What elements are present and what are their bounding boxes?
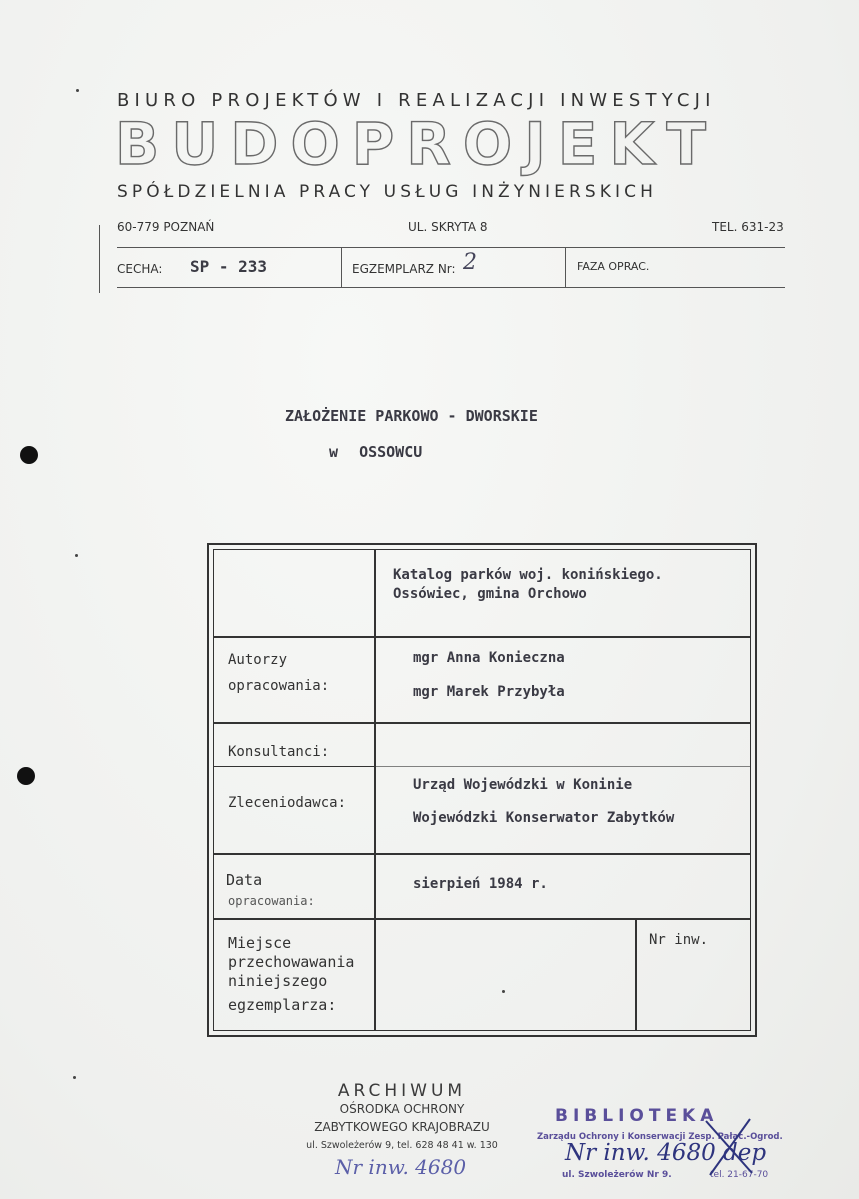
binder-hole-top [20,446,38,464]
letterhead-top-line: BIURO PROJEKTÓW I REALIZACJI INWESTYCJI [117,90,716,111]
archive-stamp-title: ARCHIWUM [337,1081,467,1101]
storage-label-3: niniejszego [228,972,328,990]
table-inv-divider [635,918,637,1031]
library-stamp-phone: tel. 21-67-70 [710,1170,769,1180]
consultants-label: Konsultanci: [228,744,330,760]
document-location [329,443,422,461]
client-2: Wojewódzki Konserwator Zabytków [413,810,675,826]
letterhead-left-rule [99,225,100,293]
speck [75,554,78,557]
library-stamp-line-3: ul. Szwoleżerów Nr 9. [562,1170,672,1180]
street-address: UL. SKRYTA 8 [408,220,488,234]
letterhead-rule-bottom [117,287,785,288]
location-prefix: w [329,443,339,461]
author-1: mgr Anna Konieczna [413,650,565,666]
archive-handwritten-inventory: Nr inw. 4680 [335,1155,467,1179]
handwritten-cross-mark [700,1113,760,1183]
location-place: OSSOWCU [359,443,423,461]
letterhead-separator [565,247,566,287]
archive-stamp-line-4: ul. Szwoleżerów 9, tel. 628 48 41 w. 130 [306,1140,498,1151]
table-row-divider [213,636,751,638]
library-handwritten-inventory: Nr inw. 4680 dep [565,1140,767,1166]
storage-label-2: przechowawania [228,953,355,971]
library-stamp-title: BIBLIOTEKA [555,1106,719,1126]
table-inner-divider [213,766,374,767]
letterhead-rule-top [117,247,785,248]
inventory-number-label: Nr inw. [649,932,709,948]
client-1: Urząd Wojewódzki w Koninie [413,777,633,793]
table-inner-divider [374,766,751,767]
author-2: mgr Marek Przybyła [413,684,565,700]
egzemplarz-value: 2 [463,250,477,275]
catalog-line-1: Katalog parków woj. konińskiego. [393,567,663,583]
speck [76,89,79,92]
authors-label-1: Autorzy [228,652,288,668]
letterhead-separator [341,247,342,287]
date-label-1: Data [226,871,263,889]
storage-label-1: Miejsce [228,934,292,952]
authors-label-2: opracowania: [228,678,330,694]
phone-number: TEL. 631-23 [712,220,784,234]
postal-city: 60-779 POZNAŃ [117,220,215,234]
client-label: Zleceniodawca: [228,795,347,811]
archive-stamp-line-2: OŚRODKA OCHRONY [339,1102,465,1116]
library-stamp-line-2: Zarządu Ochrony i Konserwacji Zesp. Pałac.-Ogrod. [537,1132,783,1142]
catalog-line-2: Ossówiec, gmina Orchowo [393,586,587,602]
date-value: sierpień 1984 r. [413,876,548,892]
egzemplarz-label: EGZEMPLARZ Nr: [352,262,456,276]
date-label-2: opracowania: [228,894,315,908]
table-column-divider [374,549,376,1031]
letterhead-subtitle: SPÓŁDZIELNIA PRACY USŁUG INŻYNIERSKICH [117,182,658,202]
cecha-label: CECHA: [117,262,163,276]
speck [73,1076,76,1079]
archive-stamp-line-3: ZABYTKOWEGO KRAJOBRAZU [314,1120,490,1134]
document-title: ZAŁOŻENIE PARKOWO - DWORSKIE [285,407,538,425]
table-row-divider [213,918,751,920]
faza-label: FAZA OPRAC. [577,260,650,273]
binder-hole-bottom [17,767,35,785]
budoprojekt-logo: BUDOPROJEKT [115,110,718,178]
storage-label-4: egzemplarza: [228,996,337,1014]
table-row-divider [213,853,751,855]
table-row-divider [213,722,751,724]
cecha-value: SP - 233 [190,257,268,276]
